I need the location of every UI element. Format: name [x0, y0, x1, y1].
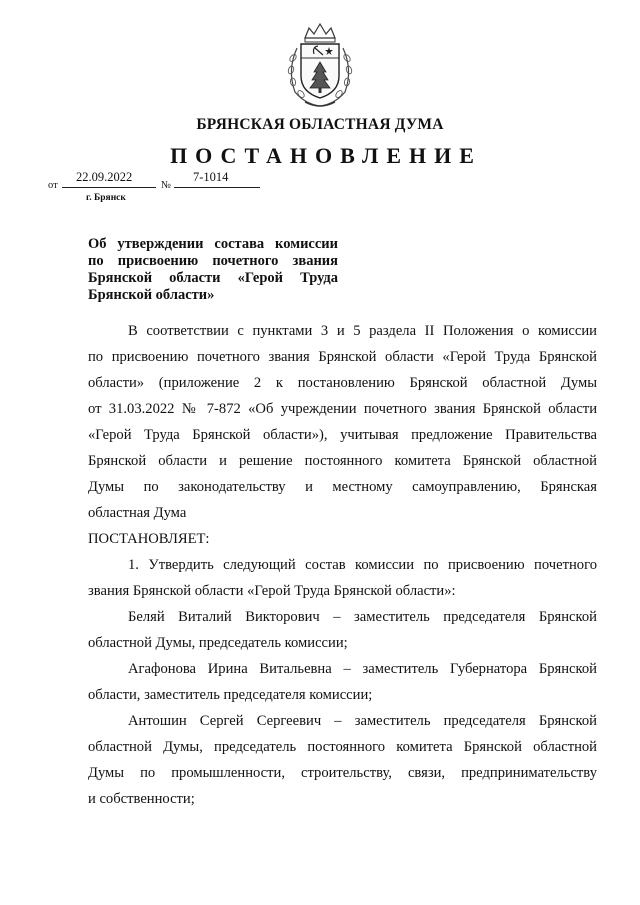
text-line: областная Дума [88, 505, 187, 521]
text-line: области, заместитель председателя комиссии; [88, 687, 373, 703]
date-label: от [48, 180, 58, 191]
number-label: № [161, 180, 172, 191]
preamble-paragraph [88, 318, 597, 526]
text-line: Антошин Сергей Сергеевич – заместитель председателя Брянской [128, 713, 597, 729]
member-antoshin [88, 708, 597, 812]
organization-name: БРЯНСКАЯ ОБЛАСТНАЯ ДУМА [196, 116, 444, 133]
document-date: 22.09.2022 [76, 170, 133, 184]
title-line: Брянской области «Герой Труда [88, 270, 338, 286]
member-belyay [88, 604, 597, 656]
text-line: звания Брянской области «Герой Труда Брянской области»: [88, 583, 456, 599]
number-underline [174, 187, 260, 188]
document-number: 7-1014 [193, 170, 229, 184]
title-line: Об утверждении состава комиссии [88, 236, 338, 252]
text-line: Беляй Виталий Викторович – заместитель председателя Брянской [128, 609, 597, 625]
text-line: от 31.03.2022 № 7-872 «Об учреждении почетного звания Брянской области [88, 401, 597, 417]
resolves-heading-block [88, 526, 597, 552]
city: г. Брянск [86, 193, 126, 203]
text-line: области» (приложение 2 к постановлению Брянской областной Думы [88, 375, 597, 391]
document-title [88, 236, 338, 304]
text-line: «Герой Труда Брянской области»), учитывая предложение Правительства [88, 427, 597, 443]
member-agafonova [88, 656, 597, 708]
item-1-paragraph [88, 552, 597, 604]
text-line: Думы по законодательству и местному самоуправлению, Брянская [88, 479, 597, 495]
text-line: по присвоению почетного звания Брянской области «Герой Труда Брянской [88, 349, 597, 365]
text-line: Думы по промышленности, строительству, связи, предпринимательству [88, 765, 597, 781]
text-line: областной Думы, председатель постоянного комитета Брянской областной [88, 739, 597, 755]
date-underline [62, 187, 156, 188]
text-line: областной Думы, председатель комиссии; [88, 635, 348, 651]
text-line: Брянской области и решение постоянного комитета Брянской областной [88, 453, 597, 469]
text-line: Агафонова Ирина Витальевна – заместитель Губернатора Брянской [128, 661, 597, 677]
bryansk-coat-of-arms-icon [283, 20, 357, 110]
title-line: по присвоению почетного звания [88, 253, 338, 269]
title-line: Брянской области» [88, 287, 215, 303]
resolves-heading: ПОСТАНОВЛЯЕТ: [88, 531, 210, 547]
text-line: В соответствии с пунктами 3 и 5 раздела II Положения о комиссии [128, 323, 597, 339]
text-line: и собственности; [88, 791, 195, 807]
text-line: 1. Утвердить следующий состав комиссии по присвоению почетного [128, 557, 597, 573]
document-type: ПОСТАНОВЛЕНИЕ [170, 143, 482, 168]
